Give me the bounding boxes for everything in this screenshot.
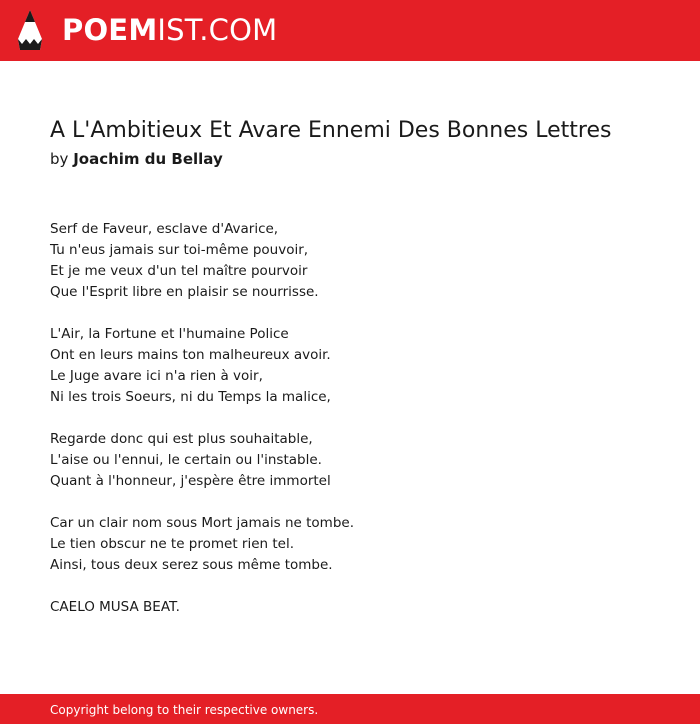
poem-line: Ainsi, tous deux serez sous même tombe. bbox=[50, 557, 333, 573]
poem-line: L'aise ou l'ennui, le certain ou l'instable. bbox=[50, 452, 322, 468]
pencil-tip-icon[interactable] bbox=[16, 9, 44, 53]
stanza bbox=[50, 219, 650, 303]
poem-line: Le Juge avare ici n'a rien à voir, bbox=[50, 368, 263, 384]
poem-line: Ni les trois Soeurs, ni du Temps la malice, bbox=[50, 389, 331, 405]
poem-line: CAELO MUSA BEAT. bbox=[50, 599, 180, 615]
stanza bbox=[50, 429, 650, 492]
by-label: by bbox=[50, 150, 69, 168]
poem-line: Le tien obscur ne te promet rien tel. bbox=[50, 536, 295, 552]
stanza bbox=[50, 513, 650, 576]
copyright-notice: Copyright belong to their respective owners. bbox=[50, 703, 319, 717]
stanza bbox=[50, 324, 650, 408]
byline bbox=[50, 148, 223, 170]
poem-line: Ont en leurs mains ton malheureux avoir. bbox=[50, 347, 331, 363]
poem-line: Serf de Faveur, esclave d'Avarice, bbox=[50, 221, 279, 237]
logo-light-text: IST.COM bbox=[157, 13, 278, 47]
poem-title: A L'Ambitieux Et Avare Ennemi Des Bonnes Lettres bbox=[50, 118, 612, 143]
poem-line: Tu n'eus jamais sur toi-même pouvoir, bbox=[50, 242, 309, 258]
logo-bold-text: POEM bbox=[62, 13, 158, 47]
site-logo[interactable] bbox=[62, 12, 277, 48]
site-footer bbox=[0, 694, 700, 724]
poem-line: Que l'Esprit libre en plaisir se nourrisse. bbox=[50, 284, 319, 300]
poem-line: Quant à l'honneur, j'espère être immortel bbox=[50, 473, 331, 489]
poem-line: Regarde donc qui est plus souhaitable, bbox=[50, 431, 313, 447]
site-header bbox=[0, 0, 700, 61]
stanza bbox=[50, 597, 650, 618]
poem-line: Et je me veux d'un tel maître pourvoir bbox=[50, 263, 308, 279]
author-name[interactable]: Joachim du Bellay bbox=[73, 150, 223, 168]
poem-line: Car un clair nom sous Mort jamais ne tombe. bbox=[50, 515, 355, 531]
poem-body bbox=[50, 219, 650, 639]
poem-line: L'Air, la Fortune et l'humaine Police bbox=[50, 326, 289, 342]
